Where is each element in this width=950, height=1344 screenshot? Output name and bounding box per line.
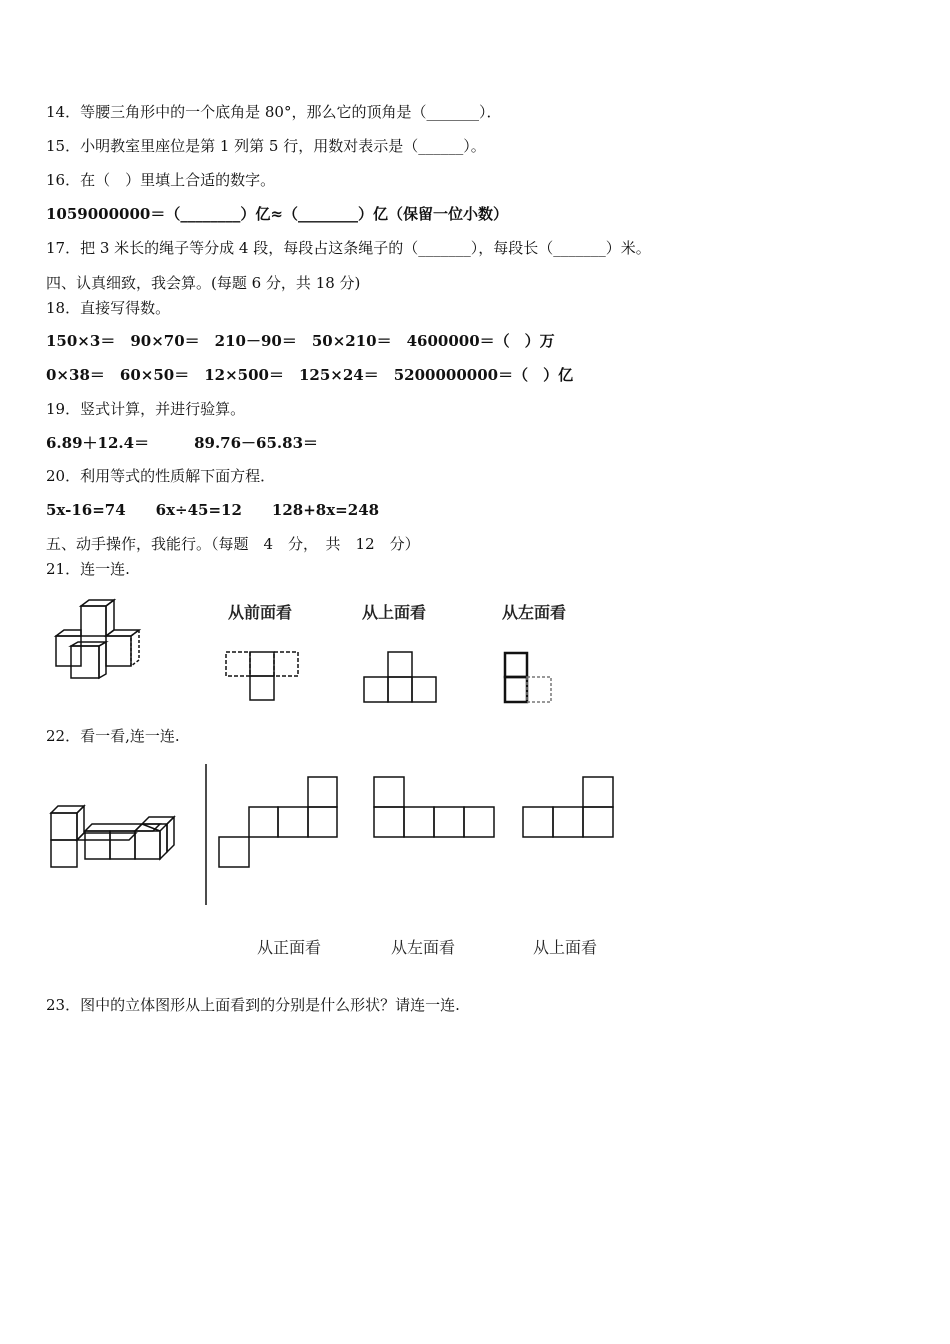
q22-view-c [520,775,616,839]
section-5-heading: 五、动手操作，我能行。（每题 4 分， 共 12 分） [46,535,420,553]
q21-solid-figure [46,598,156,682]
q22-view-a [217,775,341,869]
question-14: 14．等腰三角形中的一个底角是 80°，那么它的顶角是（_______）． [46,103,502,121]
question-20-equations: 5x-16=74 6x÷45=12 128+8x=248 [46,501,380,519]
q22-label-left: 从左面看 [391,938,456,957]
question-16-expression: 1059000000＝（________）亿≈（________）亿（保留一位小数） [46,205,508,223]
question-15: 15．小明教室里座位是第 1 列第 5 行，用数对表示是（______）。 [46,137,486,155]
q22-solid-figure [48,800,188,872]
q22-view-b [372,775,496,839]
q21-label-top: 从上面看 [362,603,427,622]
divider-line [202,762,210,908]
q21-view-top [362,650,442,706]
question-19: 19．竖式计算，并进行验算。 [46,400,246,418]
q21-label-left: 从左面看 [502,603,567,622]
question-18-row-2: 0×38＝ 60×50＝ 12×500＝ 125×24＝ 5200000000＝（ ）亿 [46,366,574,384]
question-17: 17．把 3 米长的绳子等分成 4 段，每段占这条绳子的（_______），每段长（_______）米。 [46,239,651,257]
q21-view-left [502,650,556,706]
q22-label-top: 从上面看 [533,938,598,957]
q22-label-front: 从正面看 [257,938,322,957]
question-19-expressions: 6.89＋12.4＝ 89.76－65.83＝ [46,434,319,452]
question-18-row-1: 150×3＝ 90×70＝ 210－90＝ 50×210＝ 4600000＝（ ）万 [46,332,555,350]
question-23: 23．图中的立体图形从上面看到的分别是什么形状？请连一连. [46,996,460,1014]
section-4-heading: 四、认真细致，我会算。(每题 6 分，共 18 分) [46,274,361,292]
question-18: 18．直接写得数。 [46,299,171,317]
q21-label-front: 从前面看 [228,603,293,622]
question-22: 22．看一看,连一连. [46,727,180,745]
q21-view-front [222,648,304,704]
question-21: 21．连一连. [46,560,130,578]
question-16: 16．在（ ）里填上合适的数字。 [46,171,276,189]
question-20: 20．利用等式的性质解下面方程． [46,467,276,485]
